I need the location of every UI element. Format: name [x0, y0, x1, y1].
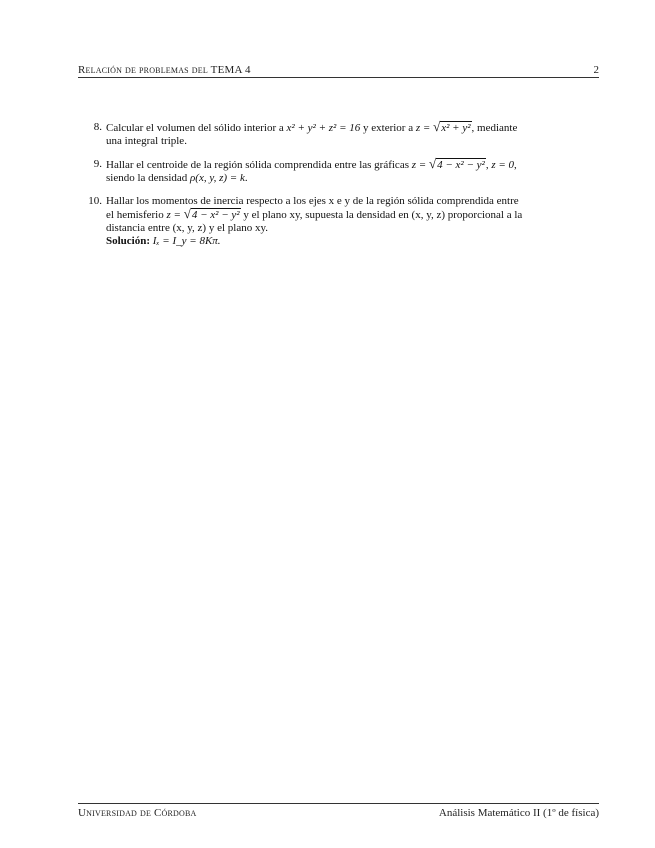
problem-number: 10. — [88, 195, 102, 207]
problem-list — [90, 121, 599, 258]
square-root — [184, 208, 241, 221]
radicand: 4 − x² − y² — [437, 159, 485, 171]
problem-text: distancia entre (x, y, z) y el plano xy. — [106, 222, 268, 234]
problem-number: 9. — [93, 158, 102, 170]
radicand: x² + y² — [441, 122, 471, 134]
problem-number: 8. — [93, 121, 102, 133]
radical-sign-icon: √ — [428, 156, 437, 171]
problem-text: Calcular el volumen del sólido interior a — [106, 122, 287, 134]
problem-text: y el plano xy, supuesta la densidad en (x, y, z) proporcional a la — [240, 209, 523, 221]
header-title: Relación de problemas del TEMA 4 — [78, 64, 251, 76]
page-header — [78, 62, 599, 78]
problem-8 — [90, 121, 599, 148]
equation: ρ(x, y, z) = k — [190, 172, 245, 184]
page-footer — [78, 803, 599, 823]
solution-equation: Iₓ = I_y = 8Kπ. — [152, 235, 221, 247]
problem-9 — [90, 158, 599, 185]
equation: z = — [166, 209, 184, 221]
radical-sign-icon: √ — [433, 119, 441, 134]
problem-text: Hallar el centroide de la región sólida comprendida entre las gráficas — [106, 159, 412, 171]
radicand: 4 − x² − y² — [191, 209, 240, 221]
problem-text: y exterior a — [360, 122, 416, 134]
square-root — [429, 158, 486, 171]
problem-text: el hemisferio — [106, 209, 167, 221]
equation: z = — [411, 159, 429, 171]
radical-sign-icon: √ — [183, 206, 191, 221]
square-root — [433, 121, 471, 134]
page-number: 2 — [593, 64, 599, 76]
equation: x² + y² + z² = 16 — [286, 122, 361, 134]
problem-text: una integral triple. — [106, 135, 187, 147]
solution-label: Solución: — [106, 235, 151, 247]
equation: z = — [415, 122, 434, 134]
problem-text: , mediante — [471, 122, 518, 134]
footer-university: Universidad de Córdoba — [78, 807, 197, 819]
problem-text: Hallar los momentos de inercia respecto a los ejes x e y de la región sólida comprendida entre — [106, 195, 519, 207]
equation: z = 0 — [491, 159, 515, 171]
problem-text: , — [514, 159, 517, 171]
problem-10 — [90, 195, 599, 248]
problem-text: , — [485, 159, 492, 171]
problem-text: . — [244, 172, 248, 184]
footer-course: Análisis Matemático II (1º de física) — [438, 807, 599, 819]
problem-text: siendo la densidad — [106, 172, 191, 184]
